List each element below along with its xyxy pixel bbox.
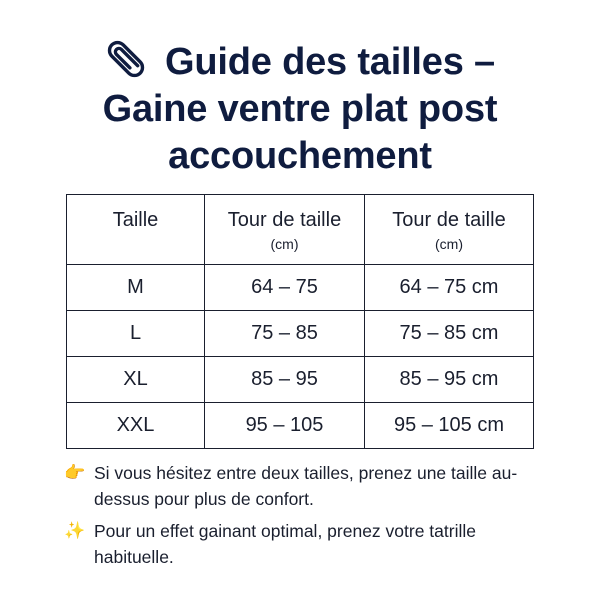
note-size-advice [64,460,544,512]
waist-range-cell: 85 – 95 [205,357,365,403]
paperclip-icon [105,38,147,80]
table-row [67,357,534,403]
waist-range-cm-cell: 75 – 85 cm [365,311,534,357]
size-cell: XL [67,357,205,403]
size-cell: L [67,311,205,357]
sparkles-icon: ✨ [64,521,86,540]
title-line-2: Gaine ventre plat post [102,88,498,130]
pointing-hand-icon: 👉 [64,463,86,482]
header-waist-1 [205,195,365,265]
page-title [0,38,600,180]
header-waist-1-unit: (cm) [270,236,299,252]
title-text-1: Guide des tailles – [165,41,495,83]
table-header-row [67,195,534,265]
waist-range-cell: 95 – 105 [205,403,365,449]
waist-range-cm-cell: 85 – 95 cm [365,357,534,403]
header-waist-2-label: Tour de taille [392,209,506,231]
table-row [67,403,534,449]
waist-range-cell: 64 – 75 [205,265,365,311]
note-optimal-fit [64,518,544,570]
header-waist-2 [365,195,534,265]
table-row [67,265,534,311]
size-cell: M [67,265,205,311]
note-text: Pour un effet gainant optimal, prenez votre tatrille habituelle. [94,521,476,567]
notes-list [64,460,544,576]
table-row [67,311,534,357]
waist-range-cm-cell: 64 – 75 cm [365,265,534,311]
title-line-3: accouchement [168,135,432,177]
header-waist-1-label: Tour de taille [227,209,342,231]
header-size-label: Taille [112,209,159,231]
header-size [67,195,205,265]
header-waist-2-unit: (cm) [435,236,463,252]
note-text: Si vous hésitez entre deux tailles, prenez une taille au-dessus pour plus de confort. [94,463,518,509]
waist-range-cell: 75 – 85 [205,311,365,357]
size-table-container [66,194,533,449]
waist-range-cm-cell: 95 – 105 cm [365,403,534,449]
size-table [66,194,534,449]
title-line-1 [0,38,600,86]
size-cell: XXL [67,403,205,449]
